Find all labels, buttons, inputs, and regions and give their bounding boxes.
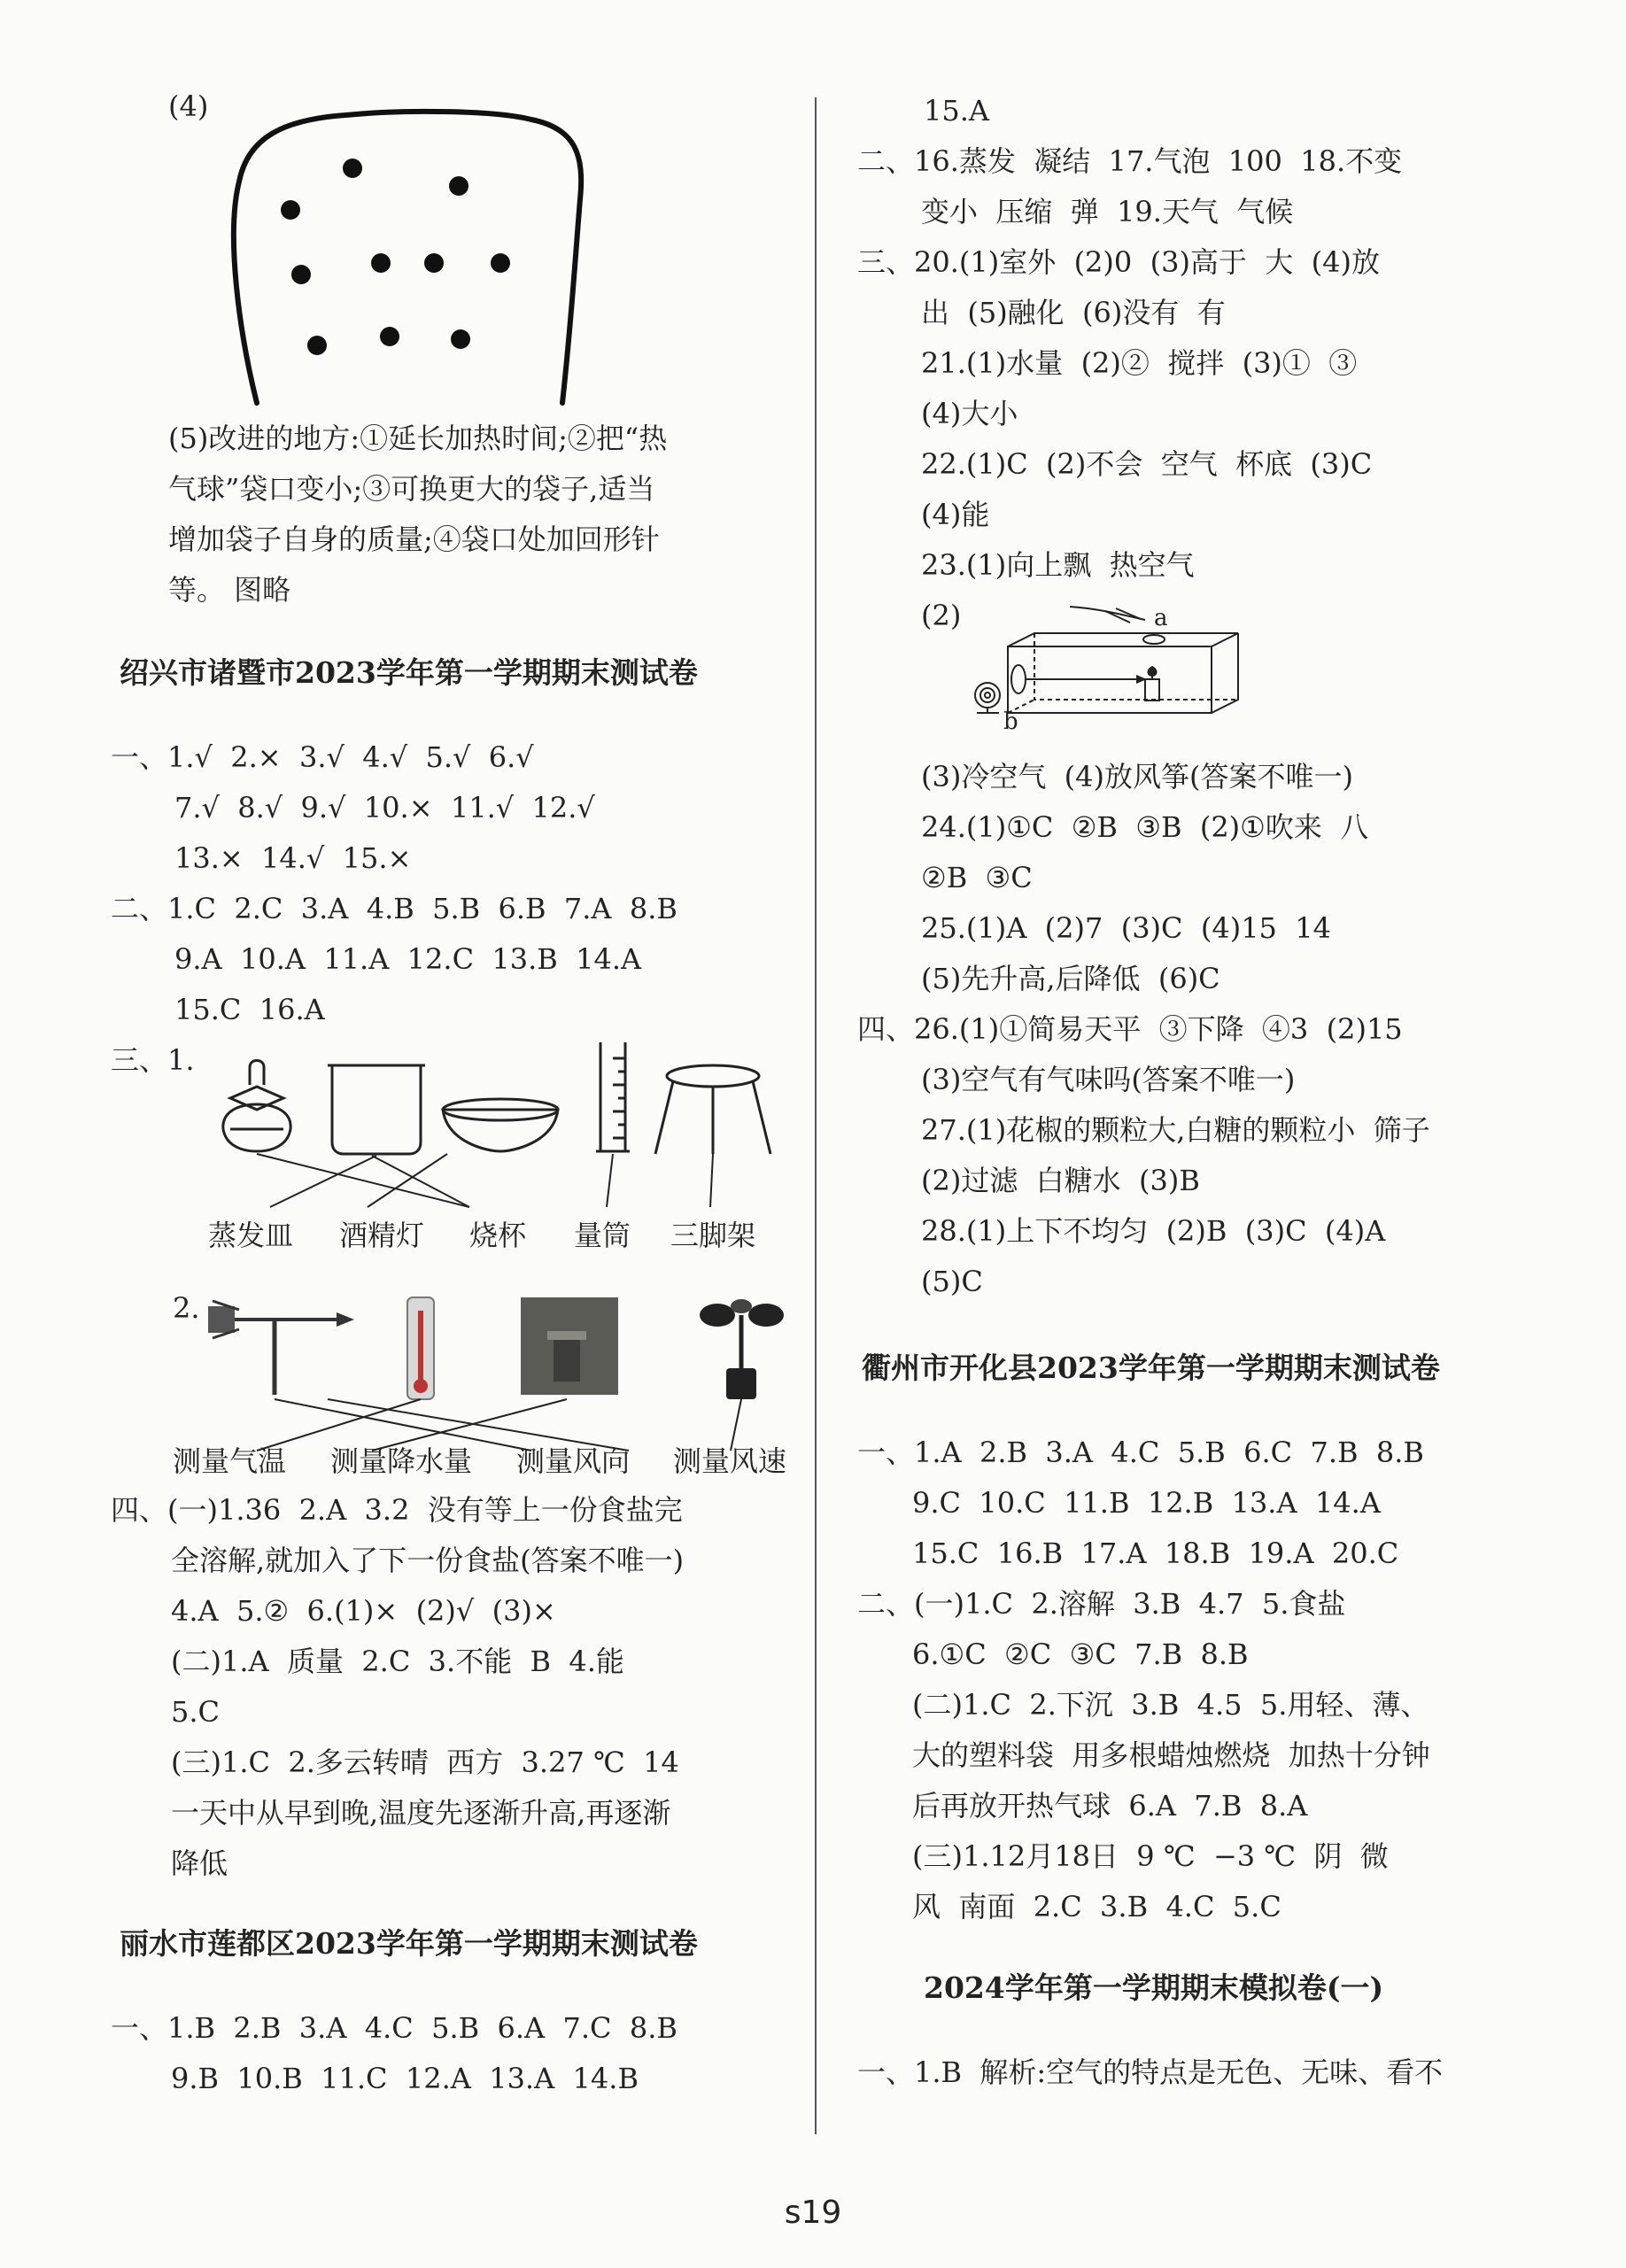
answer-line: 21.(1)水量 (2)② 搅拌 (3)① ③ [921, 346, 1358, 380]
answer-line: (3)冷空气 (4)放风筝(答案不唯一) [921, 760, 1353, 793]
kaihua-line: 二、(一)1.C 2.溶解 3.B 4.7 5.食盐 [857, 1587, 1346, 1621]
kaihua-line: 大的塑料袋 用多根蜡烛燃烧 加热十分钟 [912, 1738, 1430, 1772]
thermometer-icon [407, 1297, 434, 1399]
answer-line: (5)C [921, 1265, 983, 1298]
answer-line: (4)能 [921, 498, 990, 531]
mock-title: 2024学年第一学期期末模拟卷(一) [924, 1970, 1384, 2005]
liandu-title: 丽水市莲都区2023学年第一学期期末测试卷 [120, 1926, 698, 1961]
zhuji-s2-line: 9.A 10.A 11.A 12.C 13.B 14.A [174, 942, 642, 976]
zhuji-s1-line: 7.√ 8.√ 9.√ 10.× 11.√ 12.√ [174, 791, 595, 824]
item5-line: 气球”袋口变小;③可换更大的袋子,适当 [168, 472, 655, 506]
particle-diagram [230, 102, 602, 421]
answer-line: ②B ③C [921, 861, 1033, 894]
rain-gauge-icon [521, 1297, 618, 1395]
kaihua-line: 6.①C ②C ③C 7.B 8.B [912, 1637, 1249, 1671]
anemometer-icon [700, 1299, 784, 1399]
wind-vane-icon [208, 1301, 354, 1395]
zhuji-s4-line: 降低 [171, 1846, 228, 1880]
zhuji-s2-line: 二、1.C 2.C 3.A 4.B 5.B 6.B 7.A 8.B [111, 892, 678, 925]
answer-line: 变小 压缩 弹 19.天气 气候 [921, 195, 1294, 228]
item5-line: 增加袋子自身的质量;④袋口处加回形针 [168, 522, 660, 556]
zhuji-title: 绍兴市诸暨市2023学年第一学期期末测试卷 [120, 655, 698, 690]
kaihua-line: 后再放开热气球 6.A 7.B 8.A [912, 1789, 1308, 1823]
evaporating-dish-icon [443, 1099, 558, 1151]
kaihua-line: 9.C 10.C 11.B 12.B 13.A 14.A [912, 1486, 1381, 1520]
kaihua-line: 风 南面 2.C 3.B 4.C 5.C [912, 1890, 1281, 1924]
beaker-icon [328, 1065, 425, 1154]
tripod-icon [655, 1065, 770, 1154]
answer-line: (2)过滤 白糖水 (3)B [921, 1164, 1200, 1197]
zhuji-s4-line: 四、(一)1.36 2.A 3.2 没有等上一份食盐完 [111, 1493, 683, 1527]
zhuji-s4-line: (三)1.C 2.多云转晴 西方 3.27 ℃ 14 [171, 1746, 679, 1779]
page-number: s19 [784, 2194, 842, 2231]
answer-line: 四、26.(1)①简易天平 ③下降 ④3 (2)15 [857, 1012, 1403, 1046]
answer-line: 27.(1)花椒的颗粒大,白糖的颗粒小 筛子 [921, 1113, 1430, 1147]
zhuji-s1-line: 一、1.√ 2.× 3.√ 4.√ 5.√ 6.√ [111, 740, 534, 774]
answer-line: 三、20.(1)室外 (2)0 (3)高于 大 (4)放 [857, 245, 1380, 279]
item5-line: 等。 图略 [168, 573, 291, 607]
mock-line: 一、1.B 解析:空气的特点是无色、无味、看不 [857, 2055, 1444, 2089]
answer-line: 24.(1)①C ②B ③B (2)①吹来 八 [921, 810, 1369, 844]
item4-label: (4) [168, 89, 209, 123]
equipment-label: 量筒 [574, 1219, 631, 1252]
alcohol-lamp-icon [223, 1061, 290, 1152]
answer-line: 15.A [924, 94, 989, 128]
answer-line: 23.(1)向上飘 热空气 [921, 548, 1195, 582]
liandu-s1-line: 一、1.B 2.B 3.A 4.C 5.B 6.A 7.C 8.B [111, 2011, 678, 2045]
zhuji-s3-label: 三、1. [111, 1043, 195, 1077]
answer-line: (5)先升高,后降低 (6)C [921, 962, 1220, 995]
answer-line: (2) [921, 599, 962, 632]
zhuji-s2-line: 15.C 16.A [174, 993, 325, 1026]
liandu-s1-line: 9.B 10.B 11.C 12.A 13.A 14.B [171, 2062, 639, 2095]
zhuji-s4-line: 4.A 5.② 6.(1)× (2)√ (3)× [171, 1594, 556, 1628]
instrument-label: 测量风向 [516, 1444, 631, 1478]
item5-line: (5)改进的地方:①延长加热时间;②把“热 [168, 422, 668, 455]
kaihua-line: (三)1.12月18日 9 ℃ −3 ℃ 阴 微 [912, 1839, 1389, 1873]
answer-line: (3)空气有气味吗(答案不唯一) [921, 1063, 1296, 1096]
kaihua-line: (二)1.C 2.下沉 3.B 4.5 5.用轻、薄、 [912, 1688, 1429, 1722]
diagram-label-a: a [1154, 605, 1168, 631]
answer-line: (4)大小 [921, 397, 1018, 430]
kaihua-line: 15.C 16.B 17.A 18.B 19.A 20.C [912, 1537, 1399, 1570]
answer-line: 22.(1)C (2)不会 空气 杯底 (3)C [921, 447, 1373, 481]
zhuji-s3-q2-label: 2. [173, 1291, 200, 1325]
zhuji-s4-line: 5.C [171, 1695, 221, 1729]
instrument-label: 测量风速 [673, 1444, 787, 1478]
equipment-label: 烧杯 [469, 1219, 527, 1252]
kaihua-title: 衢州市开化县2023学年第一学期期末测试卷 [862, 1351, 1440, 1385]
instrument-label: 测量降水量 [330, 1444, 473, 1478]
diagram-label-b: b [1003, 708, 1018, 735]
column-divider [815, 97, 817, 2134]
answer-line: 二、16.蒸发 凝结 17.气泡 100 18.不变 [857, 144, 1403, 178]
kaihua-line: 一、1.A 2.B 3.A 4.C 5.B 6.C 7.B 8.B [857, 1436, 1424, 1469]
zhuji-s4-line: 全溶解,就加入了下一份食盐(答案不唯一) [171, 1544, 685, 1577]
equipment-label: 蒸发皿 [208, 1219, 294, 1252]
measuring-cylinder-icon [596, 1042, 630, 1151]
zhuji-s1-line: 13.× 14.√ 15.× [174, 841, 412, 875]
equipment-label: 酒精灯 [339, 1219, 425, 1252]
answer-line: 28.(1)上下不均匀 (2)B (3)C (4)A [921, 1214, 1386, 1248]
answer-line: 25.(1)A (2)7 (3)C (4)15 14 [921, 911, 1331, 945]
zhuji-s4-line: 一天中从早到晚,温度先逐渐升高,再逐渐 [171, 1796, 671, 1830]
lab-equipment-matching [204, 1041, 806, 1324]
equipment-label: 三脚架 [670, 1219, 756, 1252]
instrument-label: 测量气温 [173, 1444, 287, 1478]
answer-line: 出 (5)融化 (6)没有 有 [921, 296, 1226, 329]
zhuji-s4-line: (二)1.A 质量 2.C 3.不能 B 4.能 [171, 1645, 624, 1678]
